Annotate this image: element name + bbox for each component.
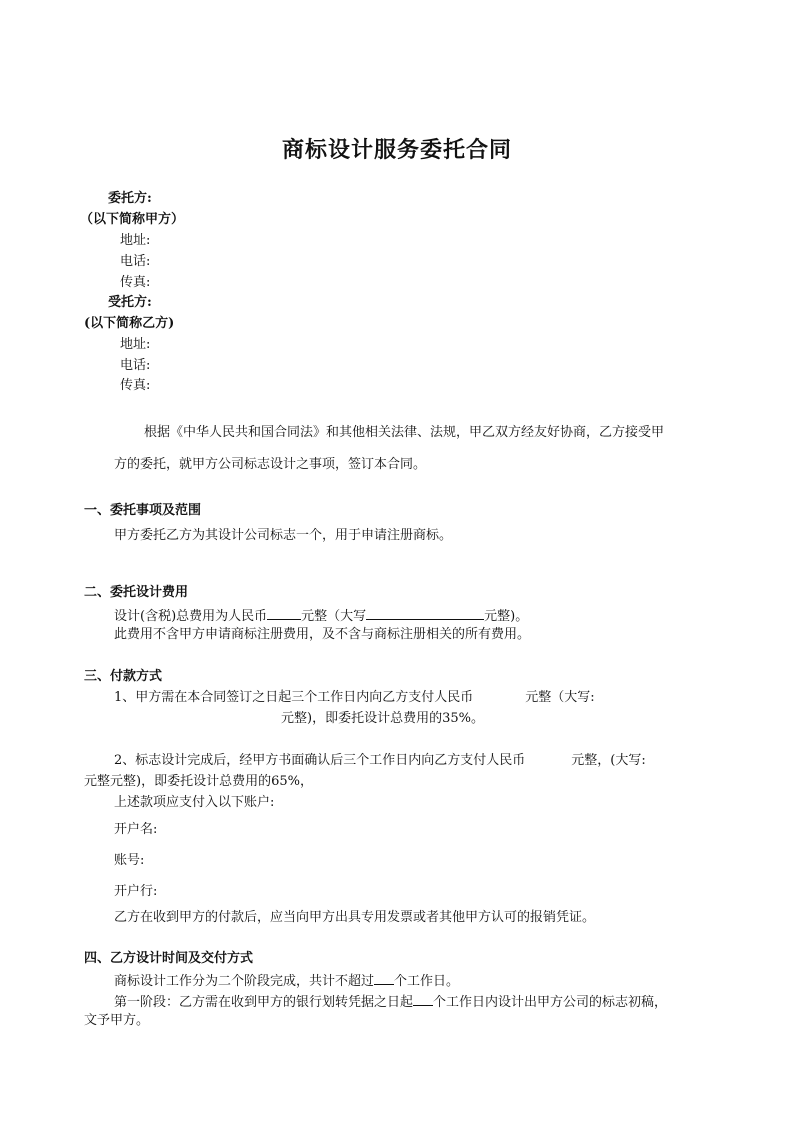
- party-b-phone: 电话:: [120, 358, 151, 373]
- document-title: 商标设计服务委托合同: [281, 137, 512, 163]
- invoice-text: 乙方在收到甲方的付款后，应当向甲方出具专用发票或者其他甲方认可的报销凭证。: [114, 910, 596, 925]
- payment-1-line-2: 元整)，即委托设计总费用的35%。: [281, 711, 484, 726]
- section-2-note: 此费用不含甲方申请商标注册费用，及不含与商标注册相关的所有费用。: [114, 627, 531, 642]
- party-b-address: 地址:: [120, 337, 151, 352]
- preamble-line-2: 方的委托，就甲方公司标志设计之事项，签订本合同。: [114, 457, 427, 472]
- schedule-text-1: 商标设计工作分为二个阶段完成，共计不超过: [114, 974, 375, 989]
- payment-1-text-2: 元整（大写:: [525, 690, 595, 705]
- payment-2-text-1: 2、标志设计完成后，经甲方书面确认后三个工作日内向乙方支付人民币: [114, 753, 526, 768]
- fee-text-3: 元整)。: [484, 609, 529, 624]
- phase-1-text-1: 第一阶段：乙方需在收到甲方的银行划转凭据之日起: [114, 995, 414, 1010]
- schedule-line-1: [114, 971, 459, 990]
- payment-2-text-2: 元整，(大写:: [571, 753, 646, 768]
- fee-amount-blank[interactable]: [267, 606, 301, 620]
- schedule-text-2: 个工作日。: [394, 974, 460, 989]
- fee-words-blank[interactable]: [366, 606, 484, 620]
- fee-text-1: 设计(含税)总费用为人民币: [114, 609, 268, 624]
- account-intro: 上述款项应支付入以下账户:: [114, 795, 275, 810]
- phase-1-line-1: [114, 992, 667, 1011]
- phase-1-text-2: 个工作日内设计出甲方公司的标志初稿，: [433, 995, 668, 1010]
- section-1-heading: 一、委托事项及范围: [84, 503, 202, 518]
- party-b-alias: (以下简称乙方): [84, 316, 175, 331]
- party-a-address: 地址:: [120, 233, 151, 248]
- party-a-fax: 传真:: [120, 275, 151, 290]
- account-bank: 开户行:: [114, 884, 158, 899]
- payment-1-line-1: [114, 690, 595, 706]
- payment-2-line-1: [114, 753, 646, 769]
- section-3-heading: 三、付款方式: [84, 669, 163, 684]
- party-b-label: 受托方:: [108, 295, 152, 310]
- party-b-fax: 传真:: [120, 378, 151, 393]
- party-a-alias: （以下简称甲方）: [80, 212, 185, 227]
- section-2-fee-line: [114, 606, 528, 625]
- payment-1-text-1: 1、甲方需在本合同签订之日起三个工作日内向乙方支付人民币: [114, 690, 474, 705]
- section-2-heading: 二、委托设计费用: [84, 585, 189, 600]
- section-1-text: 甲方委托乙方为其设计公司标志一个，用于申请注册商标。: [114, 528, 453, 543]
- schedule-days-blank[interactable]: [374, 971, 394, 985]
- account-name: 开户名:: [114, 822, 158, 837]
- phase-1-days-blank[interactable]: [413, 992, 433, 1006]
- fee-text-2: 元整（大写: [301, 609, 367, 624]
- party-a-phone: 电话:: [120, 254, 151, 269]
- preamble-line-1: 根据《中华人民共和国合同法》和其他相关法律、法规，甲乙双方经友好协商，乙方接受甲: [144, 425, 665, 440]
- payment-2-line-2: 元整元整)，即委托设计总费用的65%，: [84, 774, 313, 789]
- party-a-label: 委托方:: [108, 191, 152, 206]
- account-number: 账号:: [114, 853, 145, 868]
- phase-1-line-2: 文予甲方。: [84, 1013, 150, 1028]
- section-4-heading: 四、乙方设计时间及交付方式: [84, 951, 254, 966]
